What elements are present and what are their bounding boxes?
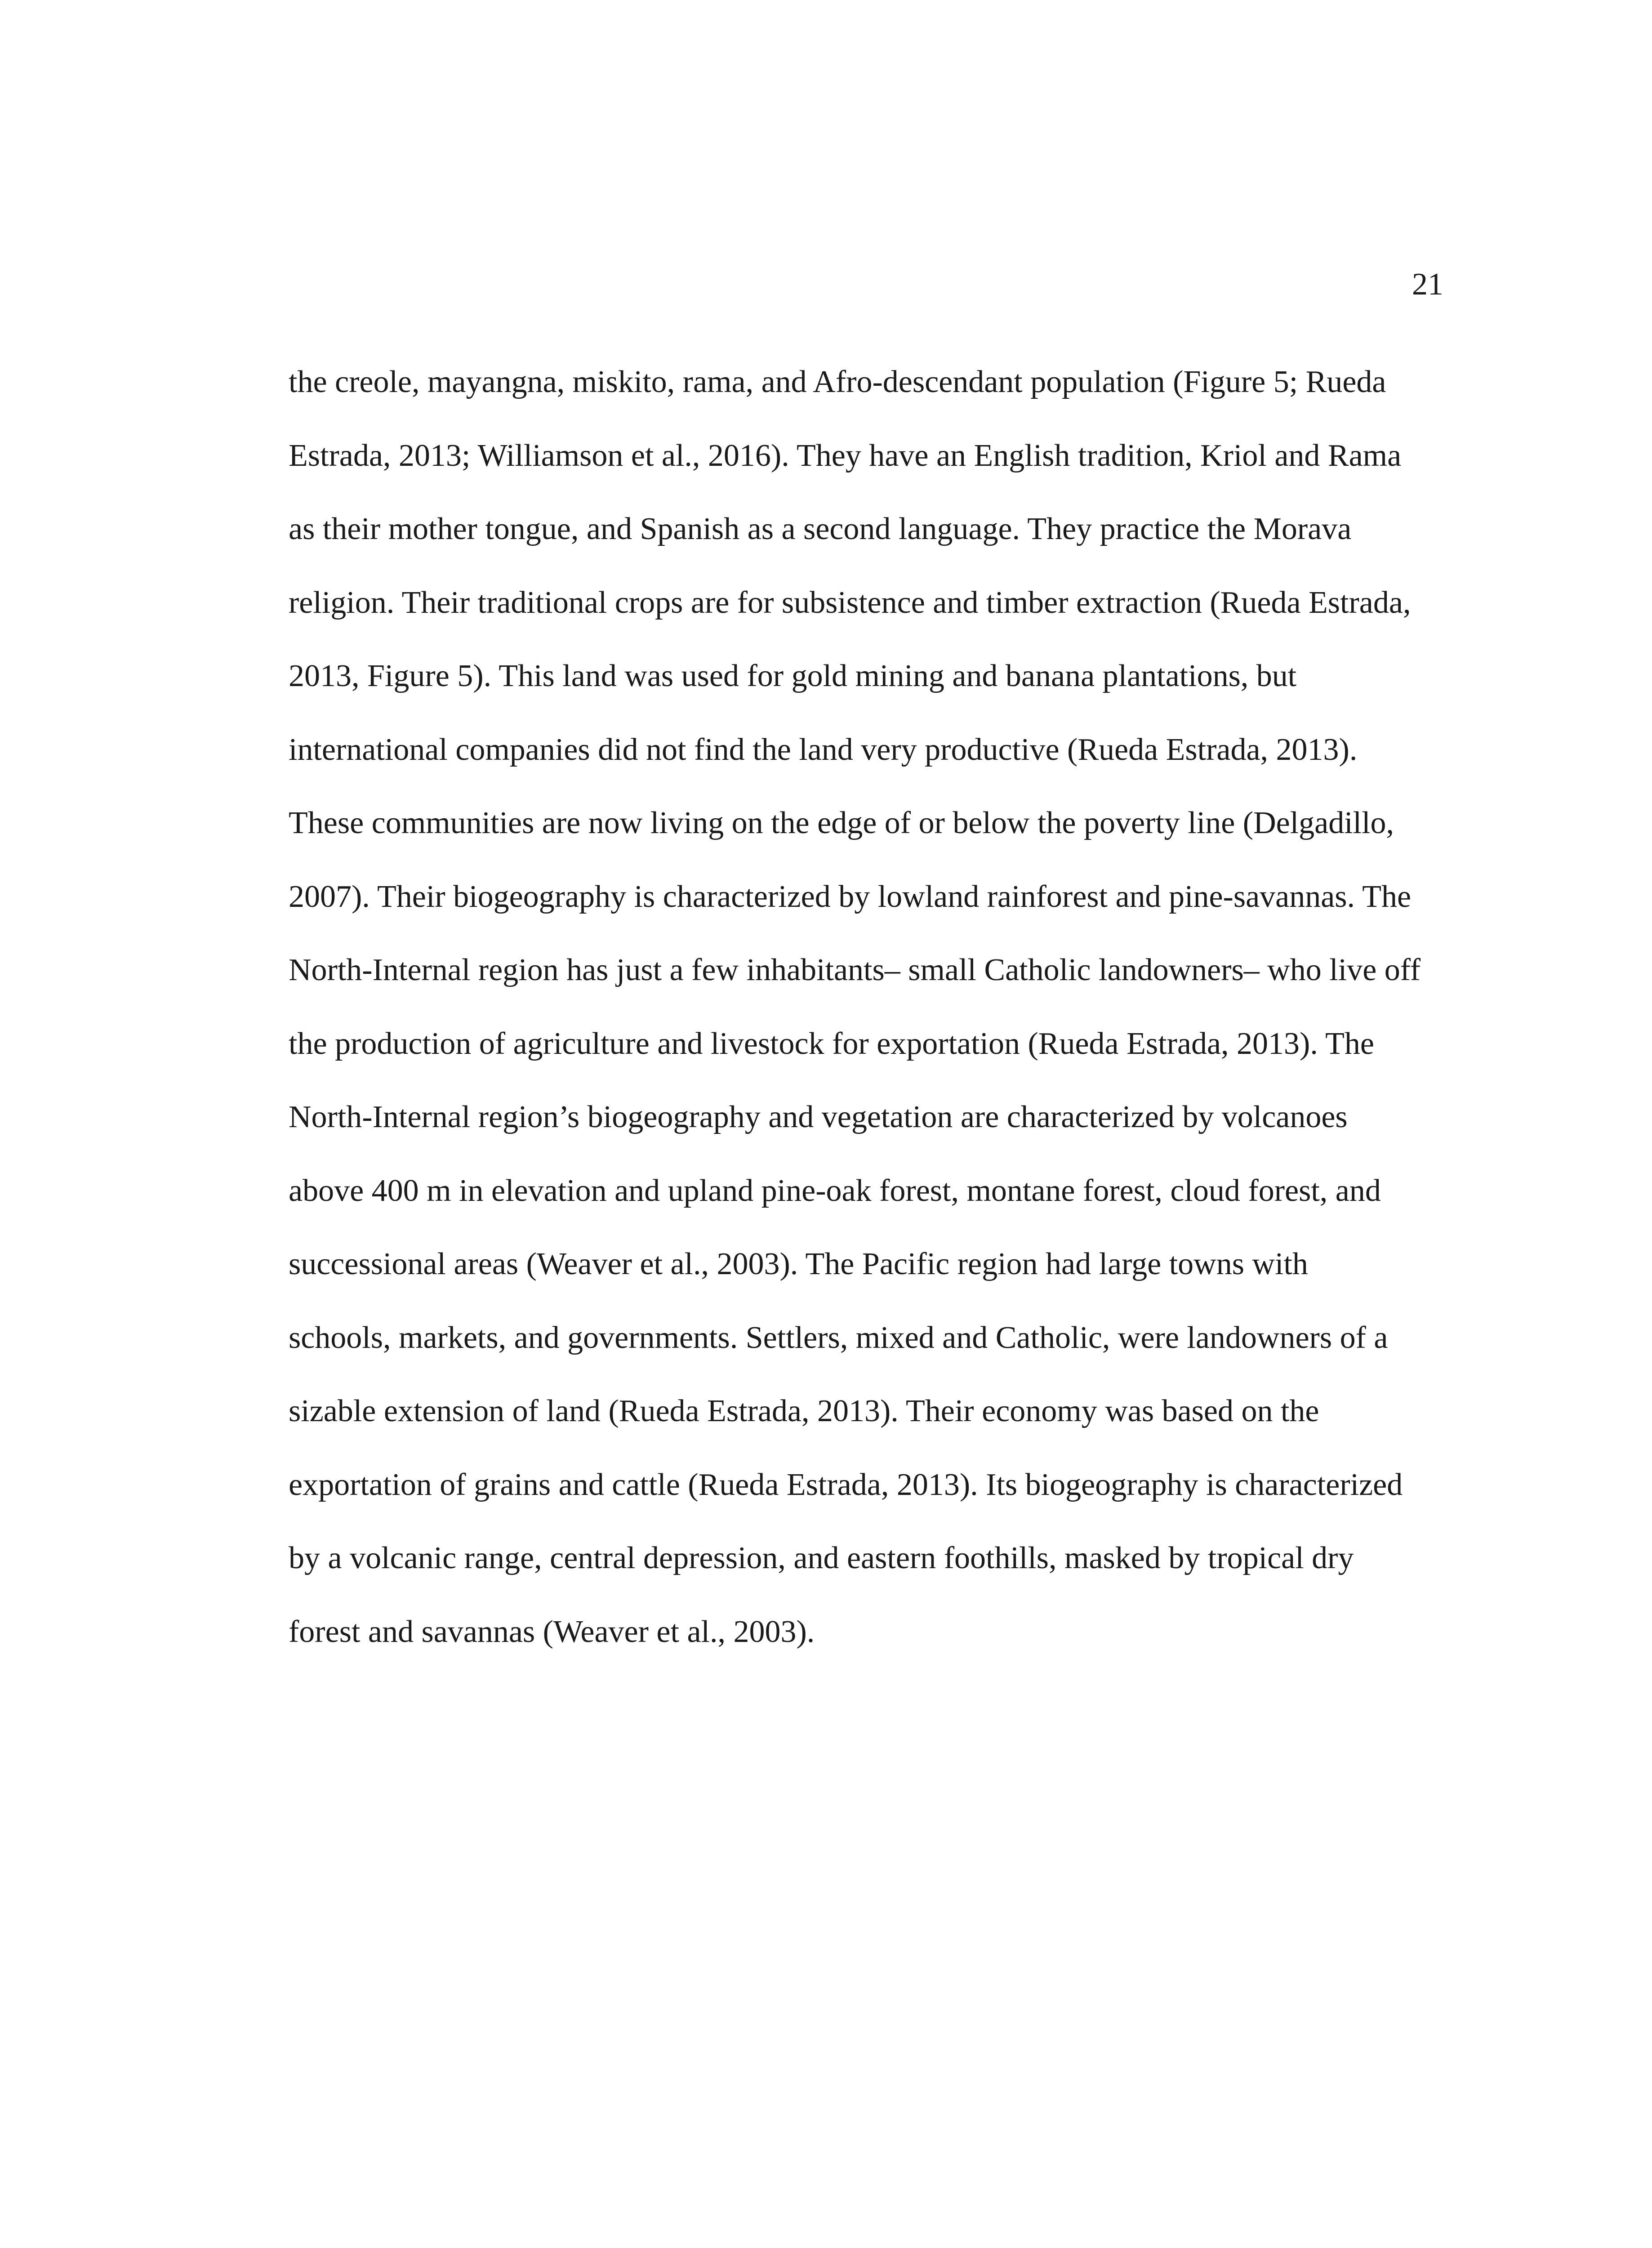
text-line: 2013, Figure 5). This land was used for gold mining and banana plantations, but	[289, 659, 1297, 693]
body-paragraph	[289, 364, 1457, 1687]
text-line: by a volcanic range, central depression, and eastern foothills, masked by tropical dry	[289, 1541, 1354, 1575]
text-line: as their mother tongue, and Spanish as a second language. They practice the Morava	[289, 512, 1352, 546]
text-line: successional areas (Weaver et al., 2003). The Pacific region had large towns with	[289, 1247, 1308, 1281]
text-line: sizable extension of land (Rueda Estrada, 2013). Their economy was based on the	[289, 1394, 1319, 1428]
text-line: Estrada, 2013; Williamson et al., 2016). They have an English tradition, Kriol and Rama	[289, 438, 1402, 473]
text-line: exportation of grains and cattle (Rueda Estrada, 2013). Its biogeography is characterized	[289, 1467, 1403, 1502]
text-line: North-Internal region’s biogeography and vegetation are characterized by volcanoes	[289, 1100, 1348, 1134]
text-line: international companies did not find the land very productive (Rueda Estrada, 2013).	[289, 732, 1358, 767]
text-line: the production of agriculture and livestock for exportation (Rueda Estrada, 2013). The	[289, 1026, 1374, 1061]
text-line: religion. Their traditional crops are for subsistence and timber extraction (Rueda Estrada,	[289, 585, 1411, 620]
text-line: These communities are now living on the edge of or below the poverty line (Delgadillo,	[289, 806, 1394, 840]
text-line: above 400 m in elevation and upland pine-oak forest, montane forest, cloud forest, and	[289, 1173, 1381, 1208]
text-line: North-Internal region has just a few inhabitants– small Catholic landowners– who live off	[289, 953, 1421, 987]
text-line: 2007). Their biogeography is characterized by lowland rainforest and pine-savannas. The	[289, 879, 1412, 914]
text-line: the creole, mayangna, miskito, rama, and Afro-descendant population (Figure 5; Rueda	[289, 365, 1386, 399]
text-line: schools, markets, and governments. Settlers, mixed and Catholic, were landowners of a	[289, 1320, 1388, 1355]
text-line: forest and savannas (Weaver et al., 2003).	[289, 1614, 815, 1649]
page-number: 21	[1412, 267, 1443, 302]
